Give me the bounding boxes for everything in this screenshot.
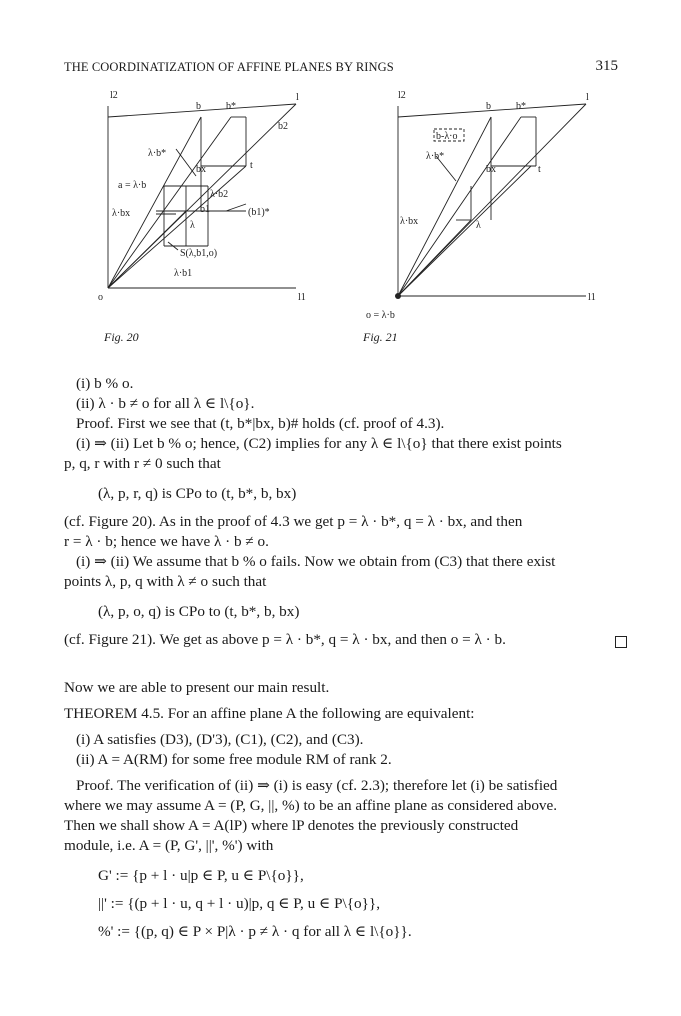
fig21-label: λ: [476, 220, 481, 231]
fig21-label: bx: [486, 164, 496, 175]
fig21-label: b-λ·o: [436, 131, 458, 142]
figure-caption: Fig. 20: [104, 330, 139, 344]
fig21-label: o = λ·b: [366, 310, 395, 321]
paragraph: Now we are able to present our main result.: [64, 679, 330, 696]
fig20-label: l: [296, 92, 299, 103]
fig21-label: l1: [588, 292, 596, 303]
proof-line: module, i.e. A = (P, G', ||', %') with: [64, 837, 274, 854]
condition-ii: (ii) λ · b ≠ o for all λ ∈ l\{o}.: [76, 395, 255, 412]
fig21-label: λ·bx: [400, 216, 419, 227]
fig20-label: λ: [190, 220, 195, 231]
fig20-label: S(λ,b1,o): [180, 248, 218, 259]
fig20-label: b: [196, 101, 201, 112]
proof-line: points λ, p, q with λ ≠ o such that: [64, 573, 267, 590]
fig20-label: λ·b2: [210, 189, 229, 200]
fig21-label: b: [486, 101, 491, 112]
proof-line: Proof. First we see that (t, b*|bx, b)# holds (cf. proof of 4.3).: [76, 415, 445, 432]
proof-line: r = λ · b; hence we have λ · b ≠ o.: [64, 533, 269, 550]
page-number: 315: [595, 58, 618, 74]
qed-square-icon: [615, 636, 627, 648]
fig21-label: t: [538, 164, 541, 175]
fig20-label: l2: [110, 90, 118, 101]
fig21-label: λ·b*: [426, 151, 445, 162]
fig20-label: o: [98, 292, 103, 303]
fig20-label: bx: [196, 164, 206, 175]
fig20-label: b*: [226, 101, 236, 112]
fig20-label: l1: [298, 292, 306, 303]
fig20-label: b2: [278, 121, 288, 132]
fig21-label: l2: [398, 90, 406, 101]
fig20-label: λ·b*: [148, 148, 167, 159]
proof-line: where we may assume A = (P, G, ||, %) to be an affine plane as considered above.: [64, 797, 558, 814]
condition-i: (i) b % o.: [76, 375, 134, 392]
proof-line: (i) ⇒ (ii) We assume that b % o fails. Now we obtain from (C3) that there exist: [76, 553, 556, 570]
fig20-label: λ·b1: [174, 268, 193, 279]
theorem-heading: THEOREM 4.5. For an affine plane A the following are equivalent:: [64, 705, 475, 722]
proof-line: p, q, r with r ≠ 0 such that: [64, 455, 221, 472]
proof-line: (i) ⇒ (ii) Let b % o; hence, (C2) implies for any λ ∈ l\{o} that there exist points: [76, 435, 562, 452]
definition-formula: %' := {(p, q) ∈ P × P|λ · p ≠ λ · q for all λ ∈ l\{o}}.: [98, 923, 412, 940]
fig20-label: (b1)*: [248, 207, 270, 218]
proof-line: Then we shall show A = A(lP) where lP denotes the previously constructed: [64, 817, 519, 834]
theorem-item: (i) A satisfies (D3), (D'3), (C1), (C2), and (C3).: [76, 731, 364, 748]
theorem-item: (ii) A = A(RM) for some free module RM of rank 2.: [76, 751, 392, 768]
fig20-label: λ·bx: [112, 208, 131, 219]
figure-caption: Fig. 21: [363, 330, 398, 344]
proof-line: (cf. Figure 20). As in the proof of 4.3 we get p = λ · b*, q = λ · bx, and then: [64, 513, 523, 530]
fig20-label: t: [250, 160, 253, 171]
proof-line: Proof. The verification of (ii) ⇒ (i) is easy (cf. 2.3); therefore let (i) be satisfied: [76, 777, 558, 794]
fig21-label: l: [586, 92, 589, 103]
fig20-label: b1: [200, 204, 210, 215]
figures-panel: [96, 86, 616, 336]
display-formula: (λ, p, o, q) is CPo to (t, b*, b, bx): [98, 603, 300, 620]
fig21-label: b*: [516, 101, 526, 112]
proof-line: (cf. Figure 21). We get as above p = λ · b*, q = λ · bx, and then o = λ · b.: [64, 631, 506, 648]
fig20-label: a = λ·b: [118, 180, 147, 191]
display-formula: (λ, p, r, q) is CPo to (t, b*, b, bx): [98, 485, 297, 502]
running-title: THE COORDINATIZATION OF AFFINE PLANES BY RINGS: [64, 60, 394, 74]
definition-formula: G' := {p + l · u|p ∈ P, u ∈ P\{o}},: [98, 867, 304, 884]
definition-formula: ||' := {(p + l · u, q + l · u)|p, q ∈ P, u ∈ P\{o}},: [98, 895, 380, 912]
